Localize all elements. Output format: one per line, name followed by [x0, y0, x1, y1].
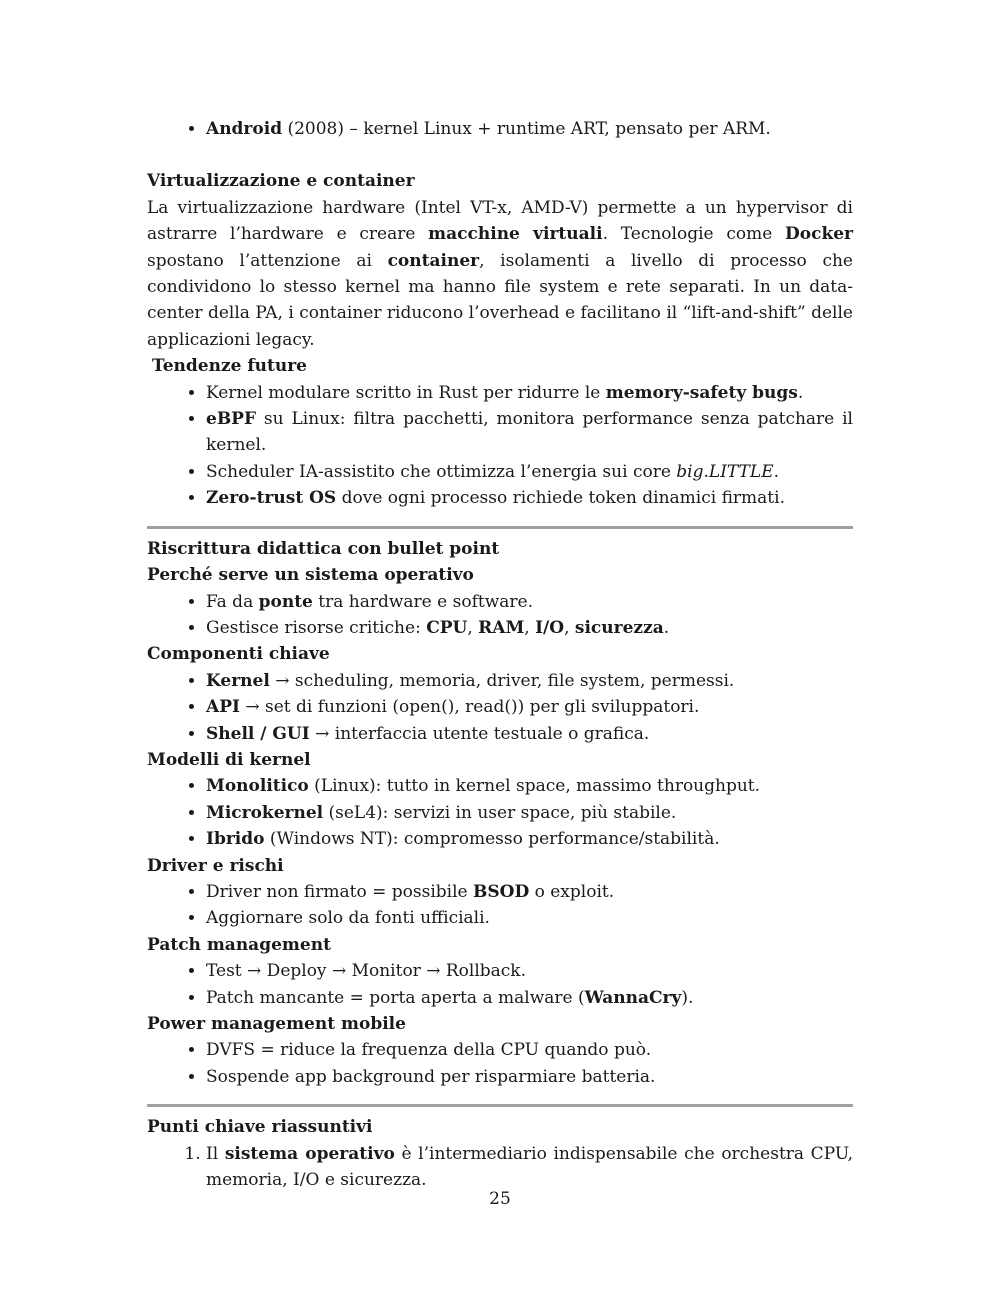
subheading-components: Componenti chiave	[147, 644, 330, 665]
section-heading-summary: Punti chiave riassuntivi	[147, 1117, 373, 1138]
list-item: • Fa da ponte tra hardware e software.	[206, 589, 853, 615]
list-item: • Ibrido (Windows NT): compromesso performance/stabilità.	[206, 826, 853, 852]
components-list	[147, 668, 853, 747]
list-item: • Gestisce risorse critiche: CPU, RAM, I/O, sicurezza.	[206, 615, 853, 641]
list-item: • Sospende app background per risparmiare batteria.	[206, 1064, 853, 1090]
why-os-list	[147, 589, 853, 642]
patch-list	[147, 958, 853, 1011]
list-item: • Kernel modulare scritto in Rust per ridurre le memory-safety bugs.	[206, 380, 853, 406]
page-content	[147, 116, 853, 1193]
drivers-list	[147, 879, 853, 932]
list-item: • Scheduler IA-assistito che ottimizza l’energia sui core big.LITTLE.	[206, 459, 853, 485]
summary-list	[147, 1141, 853, 1194]
virtualization-paragraph: La virtualizzazione hardware (Intel VT-x, AMD-V) permette a un hypervisor di astrarre l’hardware e creare macchine virtuali. Tecnologie come Docker spostano l’attenzione ai container, isolamenti a livello di processo che condividono lo stesso kernel ma hanno file system e rete separati. In un data-center della PA, i container riducono l’overhead e facilitano il “lift-and-shift” delle applicazioni legacy.	[147, 197, 853, 350]
subheading-power: Power management mobile	[147, 1014, 406, 1034]
section-heading-future: Tendenze future	[152, 356, 307, 377]
list-item: • Aggiornare solo da fonti ufficiali.	[206, 905, 853, 931]
top-bullet-list	[147, 116, 853, 142]
list-item: • Test → Deploy → Monitor → Rollback.	[206, 958, 853, 984]
list-item: • Monolitico (Linux): tutto in kernel space, massimo throughput.	[206, 773, 853, 799]
list-item: • eBPF su Linux: filtra pacchetti, monitora performance senza patchare il kernel.	[206, 406, 853, 459]
list-item: • Kernel → scheduling, memoria, driver, file system, permessi.	[206, 668, 853, 694]
list-item: • Microkernel (seL4): servizi in user space, più stabile.	[206, 800, 853, 826]
list-item: • Android (2008) – kernel Linux + runtime ART, pensato per ARM.	[206, 116, 853, 142]
subheading-drivers: Driver e rischi	[147, 855, 284, 876]
subheading-kernel-models: Modelli di kernel	[147, 749, 311, 770]
subheading-why-os: Perché serve un sistema operativo	[147, 565, 474, 586]
list-item: • Patch mancante = porta aperta a malware (WannaCry).	[206, 985, 853, 1011]
power-list	[147, 1037, 853, 1090]
list-item: • Zero-trust OS dove ogni processo richiede token dinamici firmati.	[206, 485, 853, 511]
divider	[147, 1104, 853, 1107]
section-heading-rewrite: Riscrittura didattica con bullet point	[147, 538, 500, 559]
list-item: 1. Il sistema operativo è l’intermediario indispensabile che orchestra CPU, memoria, I/O e sicurezza.	[206, 1141, 853, 1194]
page-number: 25	[489, 1189, 511, 1209]
future-trends-list	[147, 380, 853, 512]
kernel-models-list	[147, 773, 853, 852]
list-item: • Shell / GUI → interfaccia utente testuale o grafica.	[206, 721, 853, 747]
list-item: • Driver non firmato = possibile BSOD o exploit.	[206, 879, 853, 905]
list-item: • DVFS = riduce la frequenza della CPU quando può.	[206, 1037, 853, 1063]
list-item: • API → set di funzioni (open(), read()) per gli sviluppatori.	[206, 694, 853, 720]
divider	[147, 526, 853, 529]
section-heading-virtualization: Virtualizzazione e container	[147, 171, 415, 192]
subheading-patch: Patch management	[147, 934, 331, 955]
